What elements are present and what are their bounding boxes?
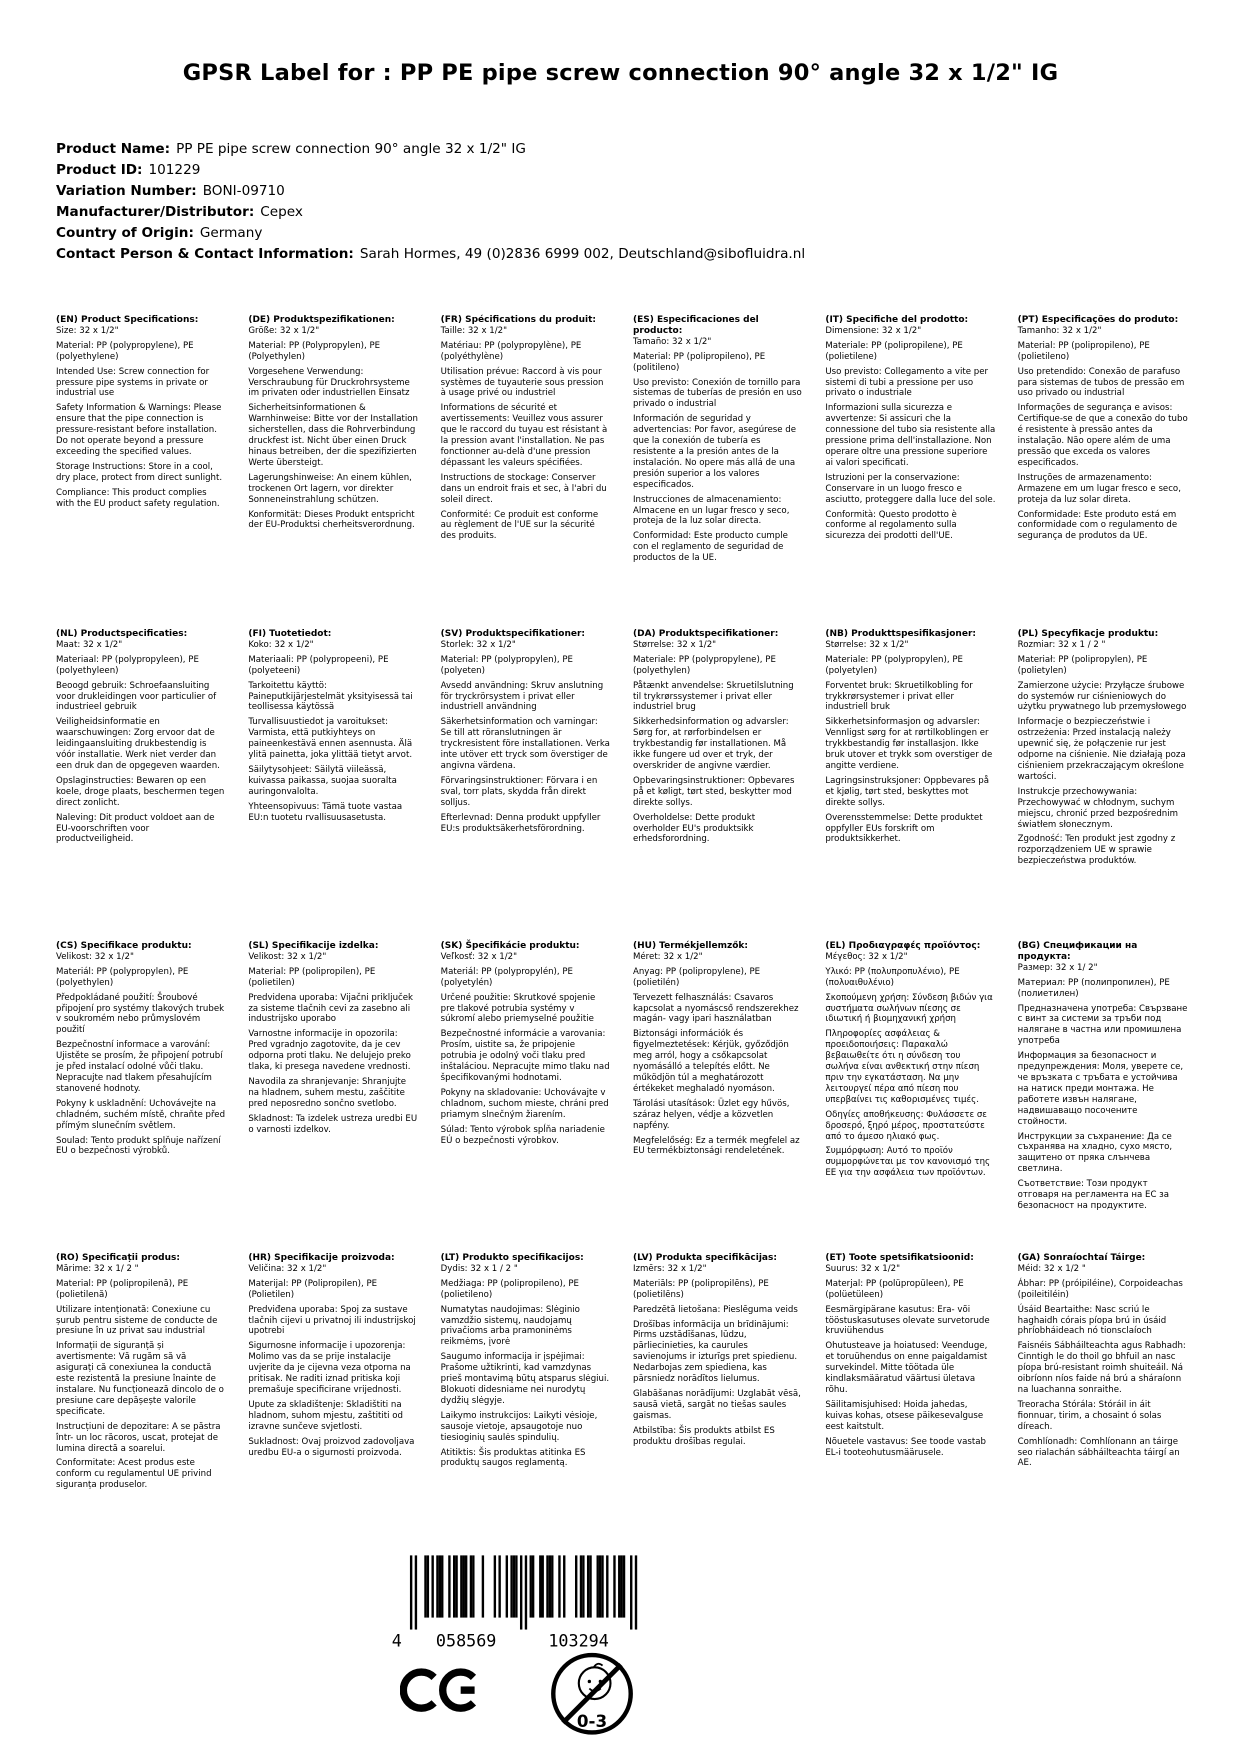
spec-paragraph: Uso pretendido: Conexão de parafuso para sistemas de tubos de pressão em uso privado ou industrial <box>1017 366 1185 399</box>
contact-label: Contact Person & Contact Information: <box>56 246 354 262</box>
spec-paragraph: Biztonsági információk és figyelmeztetések: Kérjük, győződjön meg arról, hogy a csőkapcsolat nyomásálló a telepítés előtt. Ne működjön túl a meghatározott értékeket meghaladó nyomáson. <box>632 1029 789 1094</box>
spec-paragraph: Conformidade: Este produto está em conformidade com o regulamento de segurança de produtos da UE. <box>1017 509 1178 542</box>
spec-paragraph: Materiale: PP (polypropylene), PE (polyethylen) <box>632 654 776 676</box>
spec-paragraph: Megfelelőség: Ez a termék megfelel az EU termékbiztonsági rendeletének. <box>632 1135 800 1157</box>
spec-block-title: (EN) Product Specifications: <box>56 315 199 325</box>
spec-block-bg <box>1018 941 1188 1212</box>
spec-paragraph: Úsáid Beartaithe: Nasc scriú le haghaidh córais píopa brú in úsáid phríobháideach nó tionsclaíoch <box>1017 1304 1167 1337</box>
spec-paragraph: Sukladnost: Ovaj proizvod zadovoljava uredbu EU-a o sigurnosti proizvoda. <box>248 1436 415 1458</box>
spec-paragraph: Съответствие: Този продукт отговаря на регламента на ЕС за безопасност на продуктите. <box>1017 1179 1170 1211</box>
spec-block-title: (RO) Specificații produs: <box>56 1253 180 1263</box>
spec-block-title: (ET) Toote spetsifikatsioonid: <box>825 1253 974 1263</box>
spec-paragraph: Eesmärgipärane kasutus: Era- või tööstuskasutuses olevate survetorude kruviühendus <box>825 1304 990 1337</box>
spec-paragraph: Material: PP (polipropileno), PE (polietileno) <box>1017 340 1150 362</box>
spec-paragraph: Size: 32 x 1/2" <box>56 325 119 336</box>
spec-paragraph: Compliance: This product complies with the EU product safety regulation. <box>56 487 220 509</box>
spec-block-da <box>633 629 803 845</box>
spec-paragraph: Zgodność: Ten produkt jest zgodny z rozporządzeniem UE w sprawie bezpieczeństwa produktów. <box>1017 834 1176 867</box>
spec-paragraph: Säilytysohjeet: Säilytä viileässä, kuivassa paikassa, suojaa suoralta auringonvalolta. <box>248 764 397 797</box>
spec-paragraph: Material: PP (polipropileno), PE (politileno) <box>632 351 766 373</box>
spec-paragraph: Material: PP (polipropilenă), PE (polietilenă) <box>56 1278 189 1300</box>
spec-paragraph: Upute za skladištenje: Skladištiti na hladnom, suhom mjestu, zaštititi od izravne sunčeve svjetlosti. <box>248 1399 403 1432</box>
spec-paragraph: Lagringsinstruksjoner: Oppbevares på et kjølig, tørt sted, beskyttes mot direkte sollys. <box>825 775 989 808</box>
spec-paragraph: Materiaal: PP (polypropyleen), PE (polyethyleen) <box>56 654 199 676</box>
spec-block-title: (NB) Produkttspesifikasjoner: <box>825 629 976 639</box>
spec-row-2 <box>56 629 1188 867</box>
spec-paragraph: Tárolási utasítások: Üzlet egy hűvös, száraz helyen, védje a közvetlen napfény. <box>632 1098 790 1131</box>
spec-paragraph: Yhteensopivuus: Tämä tuote vastaa EU:n tuotetu rvallisuusasetusta. <box>248 801 403 823</box>
spec-block-ro <box>56 1253 226 1491</box>
spec-paragraph: Informações de segurança e avisos: Certifique-se de que a conexão do tubo é resistente à pressão antes da instalação. Não opere além de uma pressão que exceda os valores especificados. <box>1017 403 1188 468</box>
ean13-barcode <box>386 1553 642 1651</box>
spec-paragraph: Påtænkt anvendelse: Skruetilslutning til trykrørssystemer i privat eller industriel brug <box>632 680 794 713</box>
spec-paragraph: Tamanho: 32 x 1/2" <box>1017 325 1102 336</box>
spec-block-title: (DA) Produktspecifikationer: <box>632 629 779 639</box>
spec-paragraph: Dydis: 32 x 1 / 2 " <box>440 1263 518 1274</box>
spec-paragraph: Matériau: PP (polypropylène), PE (polyéthylène) <box>440 340 582 362</box>
spec-paragraph: Určené použitie: Skrutkové spojenie pre tlakové potrubia systémy v súkromí alebo priemyselné použitie <box>440 992 596 1025</box>
spec-block-sv <box>441 629 611 834</box>
spec-paragraph: Σκοπούμενη χρήση: Σύνδεση βιδών για συστήματα σωλήνων πίεσης σε ιδιωτική ή βιομηχανική χρήση <box>825 992 993 1025</box>
spec-paragraph: Storage Instructions: Store in a cool, dry place, protect from direct sunlight. <box>56 461 223 483</box>
spec-paragraph: Velikost: 32 x 1/2" <box>248 951 327 962</box>
product-info-line <box>56 139 805 160</box>
spec-block-fr <box>441 315 611 542</box>
manufacturer-label: Manufacturer/Distributor: <box>56 204 255 220</box>
spec-block-es <box>633 315 803 564</box>
spec-paragraph: Información de seguridad y advertencias: Por favor, asegúrese de que la conexión de tubería es resistente a la presión antes de la instalación. No opere más allá de una presión superior a los valores especificados. <box>632 414 797 490</box>
spec-paragraph: Conformidad: Este producto cumple con el reglamento de seguridad de productos de la UE. <box>632 531 788 564</box>
spec-block-title: (NL) Productspecificaties: <box>56 629 188 639</box>
spec-paragraph: Nõuetele vastavus: See toode vastab EL-i tooteohutusmäärusele. <box>825 1436 986 1458</box>
spec-row-4 <box>56 1253 1188 1491</box>
spec-block-nl <box>56 629 226 845</box>
spec-paragraph: Instrukcje przechowywania: Przechowywać w chłodnym, suchym miejscu, chronić przed bezpośrednim światłem słonecznym. <box>1017 786 1178 830</box>
spec-paragraph: Instrucțiuni de depozitare: A se păstra într- un loc răcoros, uscat, protejat de lumina directă a soarelui. <box>56 1421 221 1454</box>
spec-block-it <box>825 315 995 542</box>
spec-paragraph: Предназначена употреба: Свързване с винт за системи за тръби под налягане в частна или промишлена употреба <box>1017 1003 1188 1047</box>
spec-paragraph: Instrucciones de almacenamiento: Almacene en un lugar fresco y seco, proteja de la luz solar directa. <box>632 494 790 527</box>
spec-paragraph: Veličina: 32 x 1/2" <box>248 1263 327 1274</box>
spec-paragraph: Materiale: PP (polipropilene), PE (polietilene) <box>825 340 963 362</box>
spec-block-title: (SV) Produktspecifikationer: <box>440 629 585 639</box>
product-info-line <box>56 202 805 223</box>
spec-paragraph: Velikost: 32 x 1/2" <box>56 951 134 962</box>
spec-paragraph: Materjal: PP (polüpropüleen), PE (polüetüleen) <box>825 1278 964 1300</box>
spec-paragraph: Numatytas naudojimas: Slėginio vamzdžio sistemų, naudojamų privačioms arba pramoninėms reikmėms, įvorė <box>440 1304 580 1348</box>
spec-paragraph: Méid: 32 x 1/2 " <box>1017 1263 1086 1274</box>
manufacturer-value: Cepex <box>260 204 303 220</box>
spec-paragraph: Tarkoitettu käyttö: Paineputkijärjestelmät yksityisessä tai teollisessa käytössä <box>248 680 413 713</box>
spec-paragraph: Efterlevnad: Denna produkt uppfyller EU:s produktsäkerhetsförordning. <box>440 812 601 834</box>
contact-value: Sarah Hormes, 49 (0)2836 6999 002, Deutschland@sibofluidra.nl <box>359 246 806 262</box>
spec-paragraph: Sicherheitsinformationen & Warnhinweise: Bitte vor der Installation sicherstellen, dass die Rohrverbindung druckfest ist. Nicht über einen Druck hinaus betreiben, der die spezifizierten Werte übersteigt. <box>248 403 418 468</box>
spec-paragraph: Konformität: Dieses Produkt entspricht der EU-Produktsi cherheitsverordnung. <box>248 509 415 531</box>
age-warning-text: 0-3 <box>576 1711 608 1732</box>
spec-paragraph: Navodila za shranjevanje: Shranjujte na hladnem, suhem mestu, zaščitite pred neposredno sončno svetlobo. <box>248 1076 407 1109</box>
spec-paragraph: Méret: 32 x 1/2" <box>632 951 703 962</box>
spec-block-title: (GA) Sonraíochtaí Táirge: <box>1017 1253 1146 1263</box>
product-info <box>56 139 805 265</box>
spec-paragraph: Skladnost: Ta izdelek ustreza uredbi EU o varnosti izdelkov. <box>248 1113 418 1135</box>
spec-paragraph: Materijal: PP (Polipropilen), PE (Polietilen) <box>248 1278 378 1300</box>
spec-paragraph: Medžiaga: PP (polipropileno), PE (polietileno) <box>440 1278 579 1300</box>
spec-paragraph: Opslaginstructies: Bewaren op een koele, droge plaats, beschermen tegen direct zonlicht. <box>56 775 225 808</box>
page-title: GPSR Label for : PP PE pipe screw connection 90° angle 32 x 1/2" IG <box>182 60 1059 86</box>
spec-paragraph: Materiał: PP (polipropylen), PE (polietylen) <box>1017 654 1148 676</box>
spec-paragraph: Инструкции за съхранение: Да се съхранява на хладно, сухо място, защитено от пряка слънчева светлина. <box>1017 1131 1173 1175</box>
spec-paragraph: Drošības informācija un brīdinājumi: Pirms uzstādīšanas, lūdzu, pārliecinieties, ka caurules savienojums ir izturīgs pret spiedienu. Nedarbojas zem spiediena, kas pārsniedz norādītos lielumus. <box>632 1319 798 1385</box>
spec-paragraph: Veiligheidsinformatie en waarschuwingen: Zorg ervoor dat de leidingaansluiting drukbestendig is vóór installatie. Werk niet verder dan een druk dan de opgegeven waarden. <box>56 717 220 771</box>
product-id-value: 101229 <box>148 162 201 178</box>
age-warning-0-3-icon <box>548 1648 636 1752</box>
spec-paragraph: Mărime: 32 x 1/ 2 " <box>56 1263 139 1274</box>
product-info-line <box>56 223 805 244</box>
spec-paragraph: Förvaringsinstruktioner: Förvara i en sval, torr plats, skydda från direkt solljus. <box>440 775 598 808</box>
spec-paragraph: Intended Use: Screw connection for pressure pipe systems in private or industrial use <box>56 366 210 399</box>
barcode-right-group: 103294 <box>548 1630 609 1651</box>
country-of-origin-value: Germany <box>199 225 263 241</box>
spec-paragraph: Beoogd gebruik: Schroefaansluiting voor drukleidingen voor particulier of industrieel gebruik <box>56 680 217 713</box>
spec-paragraph: Säilitamisjuhised: Hoida jahedas, kuivas kohas, otsese päikesevalguse eest kaitstult. <box>825 1399 984 1432</box>
product-info-line <box>56 181 805 202</box>
spec-block-de <box>248 315 418 531</box>
spec-paragraph: Veľkosť: 32 x 1/2" <box>440 951 518 962</box>
product-name-label: Product Name: <box>56 141 171 157</box>
spec-paragraph: Sikkerhedsinformation og advarsler: Sørg for, at rørforbindelsen er trykbestandig før installationen. Må ikke fungere ud over et tryk, der overskrider de angivne værdier. <box>632 717 789 771</box>
spec-paragraph: Laikymo instrukcijos: Laikyti vėsioje, sausoje vietoje, apsaugotoje nuo tiesioginių saulės spindulių. <box>440 1410 598 1443</box>
spec-paragraph: Glabāšanas norādījumi: Uzglabāt vēsā, sausā vietā, sargāt no tiešas saules gaismas. <box>632 1388 801 1421</box>
spec-paragraph: Conformitate: Acest produs este conform cu regulamentul UE privind siguranța produselor. <box>56 1458 212 1491</box>
spec-paragraph: Súlad: Tento výrobok spĺňa nariadenie EÚ o bezpečnosti výrobkov. <box>440 1124 605 1146</box>
spec-paragraph: Sikkerhetsinformasjon og advarsler: Vennligst sørg for at rørtilkoblingen er trykkbestandig før installasjon. Ikke bruk utover et trykk som overstiger de angitte verdiene. <box>825 717 993 771</box>
spec-block-pl <box>1018 629 1188 867</box>
spec-paragraph: Forventet bruk: Skruetilkobling for trykkrørsystemer i privat eller industriell bruk <box>825 680 973 713</box>
spec-paragraph: Soulad: Tento produkt splňuje nařízení EU o bezpečnosti výrobků. <box>56 1135 221 1157</box>
spec-block-title: (PL) Specyfikacje produktu: <box>1017 629 1159 639</box>
spec-paragraph: Uso previsto: Conexión de tornillo para sistemas de tuberías de presión en uso privado o industrial <box>632 377 802 410</box>
spec-paragraph: Atitiktis: Šis produktas atitinka ES produktų saugos reglamentą. <box>440 1447 586 1469</box>
spec-block-cs <box>56 941 226 1157</box>
spec-paragraph: Информация за безопасност и предупреждения: Моля, уверете се, че връзката с тръбата е устойчива на натиск преди монтажа. Не работете извън налягане, надвишаващо посочените стойности. <box>1017 1051 1184 1127</box>
product-info-line <box>56 244 805 265</box>
spec-paragraph: Anyag: PP (polipropylene), PE (polietilén) <box>632 966 761 988</box>
spec-paragraph: Säkerhetsinformation och varningar: Se till att röranslutningen är tryckresistent före installationen. Verka inte utöver ett tryck som överstiger de angivna värdena. <box>440 717 610 771</box>
country-of-origin-label: Country of Origin: <box>56 225 194 241</box>
spec-paragraph: Υλικό: PP (πολυπροπυλένιο), PE (πολυαιθυλένιο) <box>825 966 960 988</box>
spec-paragraph: Ábhar: PP (próipiléine), Corpoideachas (poileitiléin) <box>1017 1278 1183 1300</box>
spec-paragraph: Overensstemmelse: Dette produktet oppfyller EUs forskrift om produktsikkerhet. <box>825 812 983 845</box>
spec-paragraph: Οδηγίες αποθήκευσης: Φυλάσσετε σε δροσερό, ξηρό μέρος, προστατεύστε από το άμεσο ηλιακό φως. <box>825 1109 987 1142</box>
spec-paragraph: Instruções de armazenamento: Armazene em um lugar fresco e seco, proteja da luz solar direta. <box>1017 472 1181 505</box>
spec-paragraph: Sigurnosne informacije i upozorenja: Molimo vas da se prije instalacije uvjerite da je cijevna veza otporna na pritisak. Ne raditi iznad pritiska koji premašuje specificirane vrijednosti. <box>248 1341 411 1395</box>
spec-paragraph: Safety Information & Warnings: Please ensure that the pipe connection is pressure-resistant before installation. Do not operate beyond a pressure exceeding the specified values. <box>56 403 222 457</box>
spec-block-title: (LV) Produkta specifikācijas: <box>632 1253 777 1263</box>
spec-paragraph: Comhlíonadh: Comhlíonann an táirge seo rialachán sábháilteachta táirgí an AE. <box>1017 1436 1180 1469</box>
spec-paragraph: Størrelse: 32 x 1/2" <box>632 639 717 650</box>
spec-block-pt <box>1018 315 1188 542</box>
spec-paragraph: Bezpečnostné informácie a varovania: Prosím, uistite sa, že pripojenie potrubia je odolný voči tlaku pred inštaláciou. Nepracujte mimo tlaku nad špecifikovanými hodnotami. <box>440 1029 610 1083</box>
spec-paragraph: Vorgesehene Verwendung: Verschraubung für Druckrohrsysteme im privaten oder industriellen Einsatz <box>248 366 410 399</box>
spec-paragraph: Taille: 32 x 1/2" <box>440 325 508 336</box>
spec-paragraph: Размер: 32 x 1/ 2" <box>1017 962 1098 973</box>
spec-paragraph: Rozmiar: 32 x 1 / 2 " <box>1017 639 1106 650</box>
product-info-line <box>56 160 805 181</box>
spec-paragraph: Materiál: PP (polypropylen), PE (polyethylen) <box>56 966 189 988</box>
spec-block-title: (CS) Specifikace produktu: <box>56 941 192 951</box>
spec-block-title: (HU) Termékjellemzők: <box>632 941 748 951</box>
spec-paragraph: Utilisation prévue: Raccord à vis pour systèmes de tuyauterie sous pression à usage privé ou industriel <box>440 366 604 399</box>
spec-paragraph: Instructions de stockage: Conserver dans un endroit frais et sec, à l'abri du soleil direct. <box>440 472 607 505</box>
spec-block-title: (FR) Spécifications du produit: <box>440 315 596 325</box>
spec-paragraph: Størrelse: 32 x 1/2" <box>825 639 909 650</box>
spec-paragraph: Συμμόρφωση: Αυτό το προϊόν συμμορφώνεται με τον κανονισμό της ΕΕ για την ασφάλεια των προϊόντων. <box>825 1146 991 1179</box>
spec-paragraph: Opbevaringsinstruktioner: Opbevares på et køligt, tørt sted, beskytter mod direkte sollys. <box>632 775 795 808</box>
spec-block-title: (HR) Specifikacije proizvoda: <box>248 1253 395 1263</box>
spec-block-title: (IT) Specifiche del prodotto: <box>825 315 969 325</box>
spec-paragraph: Material: PP (Polypropylen), PE (Polyethylen) <box>248 340 381 362</box>
spec-paragraph: Izmērs: 32 x 1/2" <box>632 1263 707 1274</box>
spec-block-en <box>56 315 226 510</box>
spec-block-fi <box>248 629 418 824</box>
spec-paragraph: Bezpečnostní informace a varování: Ujistěte se prosím, že připojení potrubí je před instalací odolné vůči tlaku. Nepracujte nad tlakem přesahujícím stanovené hodnoty. <box>56 1040 223 1094</box>
spec-paragraph: Pokyny na skladovanie: Uchovávajte v chladnom, suchom mieste, chráni pred priamym slnečným žiarením. <box>440 1087 609 1120</box>
spec-block-ga <box>1018 1253 1188 1469</box>
spec-paragraph: Uso previsto: Collegamento a vite per sistemi di tubi a pressione per uso privato o industriale <box>825 366 989 399</box>
spec-paragraph: Turvallisuustiedot ja varoitukset: Varmista, että putkiyhteys on paineenkestävä ennen asennusta. Älä ylitä painetta, joka ylittää tietyt arvot. <box>248 717 413 761</box>
spec-paragraph: Conformità: Questo prodotto è conforme al regolamento sulla sicurezza dei prodotti dell'UE. <box>825 509 957 542</box>
spec-paragraph: Overholdelse: Dette produkt overholder EU's produktsikk erhedsforordning. <box>632 812 756 845</box>
spec-block-sl <box>248 941 418 1136</box>
spec-block-title: (EL) Προδιαγραφές προϊόντος: <box>825 941 981 951</box>
spec-block-lv <box>633 1253 803 1448</box>
spec-paragraph: Dimensione: 32 x 1/2" <box>825 325 922 336</box>
barcode-left-group: 058569 <box>435 1630 497 1651</box>
barcode-lead-digit: 4 <box>391 1630 402 1651</box>
spec-paragraph: Naleving: Dit product voldoet aan de EU-voorschriften voor productveiligheid. <box>56 812 215 845</box>
spec-paragraph: Suurus: 32 x 1/2" <box>825 1263 901 1274</box>
spec-paragraph: Faisnéis Sábháilteachta agus Rabhadh: Cinntigh le do thoil go bhfuil an nasc píopa brú-resistant roimh shuiteáil. Ná oibríonn níos faide ná brú a sháraíonn na luachanna sonraithe. <box>1017 1341 1186 1395</box>
spec-paragraph: Materiaali: PP (polypropeeni), PE (polyeteeni) <box>248 654 389 676</box>
variation-number-value: BONI-09710 <box>202 183 285 199</box>
spec-paragraph: Informații de siguranță și avertismente: Vă rugăm să vă asigurați că conexiunea la conductă este rezistentă la presiune înainte de instalare. Nu funcționează dincolo de o presiune care depășește valorile specificate. <box>56 1341 224 1417</box>
spec-paragraph: Conformité: Ce produit est conforme au règlement de l'UE sur la sécurité des produits. <box>440 509 599 542</box>
spec-paragraph: Materiale: PP (polypropylen), PE (polyetylen) <box>825 654 963 676</box>
spec-paragraph: Lagerungshinweise: An einem kühlen, trockenen Ort lagern, vor direkter Sonneneinstrahlung schützen. <box>248 472 412 505</box>
spec-block-lt <box>441 1253 611 1469</box>
spec-row-3 <box>56 941 1188 1212</box>
spec-paragraph: Tervezett felhasználás: Csavaros kapcsolat a nyomáscső rendszerekhez magán- vagy ipari használatban <box>632 992 799 1025</box>
spec-block-et <box>825 1253 995 1458</box>
spec-paragraph: Zamierzone użycie: Przyłącze śrubowe do systemów rur ciśnieniowych do użytku prywatnego lub przemysłowego <box>1017 680 1187 713</box>
spec-paragraph: Materiāls: PP (polipropilēns), PE (polietilēns) <box>632 1278 769 1300</box>
spec-paragraph: Материал: PP (полипропилен), PE (полиетилен) <box>1017 977 1170 999</box>
spec-block-title: (PT) Especificações do produto: <box>1017 315 1179 325</box>
spec-paragraph: Informazioni sulla sicurezza e avvertenze: Si assicuri che la connessione del tubo sia resistente alla pressione prima dell'installazione. Non operare oltre una pressione superiore ai valori specificati. <box>825 403 996 468</box>
spec-paragraph: Istruzioni per la conservazione: Conservare in un luogo fresco e asciutto, proteggere dalla luce del sole. <box>825 472 996 505</box>
spec-block-nb <box>825 629 995 845</box>
spec-paragraph: Πληροφορίες ασφάλειας & προειδοποιήσεις: Παρακαλώ βεβαιωθείτε ότι η σύνδεση του σωλήνα είναι ανθεκτική στην πίεση πριν την εγκατάσταση. Να μην λειτουργεί πέρα από πίεση που υπερβαίνει τις καθορισμένες τιμές. <box>825 1029 980 1105</box>
product-id-label: Product ID: <box>56 162 143 178</box>
spec-paragraph: Saugumo informacija ir įspėjimai: Prašome užtikrinti, kad vamzdynas prieš montavimą būtų atsparus slėgiui. Blokuoti didesniame nei nurodytų dydžių slėgyje. <box>440 1352 610 1406</box>
spec-paragraph: Paredzētā lietošana: Pieslēguma veids <box>632 1304 798 1315</box>
spec-block-hu <box>633 941 803 1157</box>
ce-mark-icon <box>400 1668 482 1716</box>
spec-block-title: (SK) Špecifikácie produktu: <box>440 941 580 951</box>
spec-block-title: (BG) Спецификации на продукта: <box>1017 941 1138 962</box>
barcode-svg <box>386 1553 642 1651</box>
spec-paragraph: Předpokládané použití: Šroubové připojení pro systémy tlakových trubek v soukromém nebo průmyslovém použití <box>56 992 225 1036</box>
spec-paragraph: Materiál: PP (polypropylén), PE (polyetylén) <box>440 966 573 988</box>
spec-block-title: (FI) Tuotetiedot: <box>248 629 332 639</box>
spec-paragraph: Material: PP (polypropylen), PE (polyeten) <box>440 654 573 676</box>
spec-paragraph: Koko: 32 x 1/2" <box>248 639 314 650</box>
spec-paragraph: Treoracha Stórála: Stóráil in áit fionnuar, tirim, a chosaint ó solas díreach. <box>1017 1399 1162 1432</box>
product-name-value: PP PE pipe screw connection 90° angle 32 x 1/2" IG <box>176 141 526 157</box>
variation-number-label: Variation Number: <box>56 183 197 199</box>
spec-paragraph: Informations de sécurité et avertissements: Veuillez vous assurer que le raccord du tuyau est résistant à la pression avant l'installation. Ne pas fonctionner au-delà d'une pression dépassant les valeurs spécifiées. <box>440 403 608 468</box>
spec-block-hr <box>248 1253 418 1458</box>
spec-paragraph: Material: PP (polypropylene), PE (polyethylene) <box>56 340 194 362</box>
spec-paragraph: Größe: 32 x 1/2" <box>248 325 320 336</box>
spec-block-title: (SL) Specifikacije izdelka: <box>248 941 379 951</box>
spec-paragraph: Utilizare intenționată: Conexiune cu șurub pentru sisteme de conducte de presiune în uz privat sau industrial <box>56 1304 218 1337</box>
spec-paragraph: Tamaño: 32 x 1/2" <box>632 336 712 347</box>
spec-block-el <box>825 941 995 1179</box>
spec-paragraph: Pokyny k uskladnění: Uchovávejte na chladném, suchém místě, chraňte před přímým slunečním světlem. <box>56 1098 226 1131</box>
spec-paragraph: Avsedd användning: Skruv anslutning för tryckrörsystem i privat eller industriell användning <box>440 680 604 713</box>
spec-paragraph: Material: PP (polipropilen), PE (polietilen) <box>248 966 376 988</box>
spec-paragraph: Maat: 32 x 1/2" <box>56 639 123 650</box>
spec-row-1 <box>56 315 1188 564</box>
spec-block-sk <box>441 941 611 1146</box>
spec-block-title: (ES) Especificaciones del producto: <box>632 315 759 336</box>
spec-paragraph: Storlek: 32 x 1/2" <box>440 639 516 650</box>
spec-paragraph: Informacje o bezpieczeństwie i ostrzeżenia: Przed instalacją należy upewnić się, że połączenie rur jest odporne na ciśnienie. Nie działają poza ciśnieniem przekraczającym określone wartości. <box>1017 717 1186 782</box>
spec-block-title: (DE) Produktspezifikationen: <box>248 315 395 325</box>
spec-block-title: (LT) Produkto specifikacijos: <box>440 1253 584 1263</box>
spec-paragraph: Predviđena uporaba: Spoj za sustave tlačnih cijevi u privatnoj ili industrijskoj upotrebi <box>248 1304 416 1337</box>
spec-paragraph: Μέγεθος: 32 x 1/2" <box>825 951 908 962</box>
spec-paragraph: Atbilstība: Šis produkts atbilst ES produktu drošības regulai. <box>632 1425 775 1447</box>
spec-paragraph: Ohutusteave ja hoiatused: Veenduge, et toruühendus on enne paigaldamist survekindel. Mitte töötada üle kindlaksmääratud väärtusi ületava rõhu. <box>825 1341 988 1395</box>
spec-paragraph: Varnostne informacije in opozorila: Pred vgradnjo zagotovite, da je cev odporna proti tlaku. Ne delujejo preko tlaka, ki presega navedene vrednosti. <box>248 1029 411 1073</box>
spec-paragraph: Predvidena uporaba: Vijačni priključek za sisteme tlačnih cevi za zasebno ali industrijsko uporabo <box>248 992 413 1025</box>
